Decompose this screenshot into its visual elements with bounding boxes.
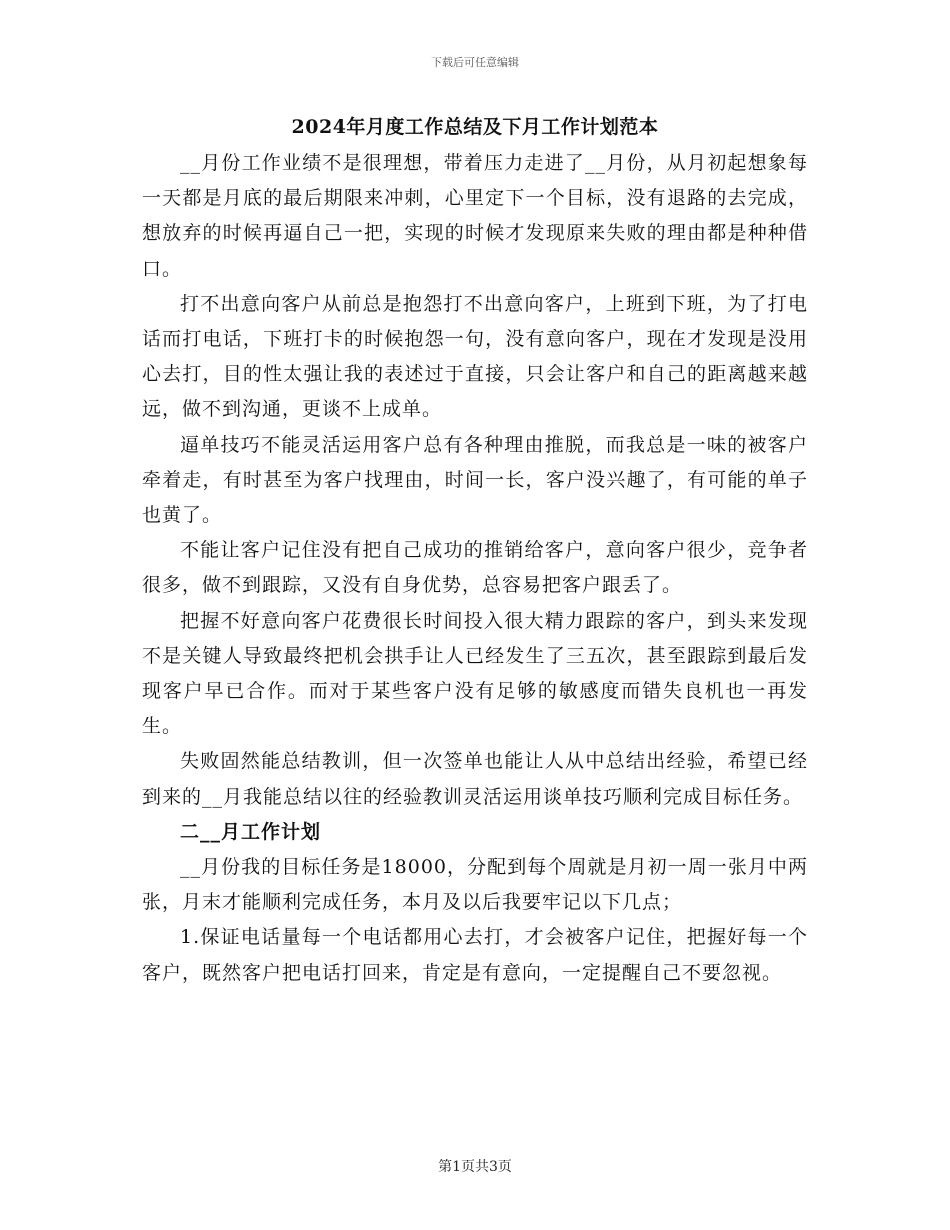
- document-body: [142, 146, 808, 991]
- document-title: 2024年月度工作总结及下月工作计划范本: [291, 116, 659, 138]
- paragraph: 打不出意向客户从前总是抱怨打不出意向客户，上班到下班，为了打电话而打电话，下班打卡的时候抱怨一句，没有意向客户，现在才发现是没用心去打，目的性太强让我的表述过于直接，只会让客户和自己的距离越来越远，做不到沟通，更谈不上成单。: [142, 292, 808, 421]
- paragraph: 失败固然能总结教训，但一次签单也能让人从中总结出经验，希望已经到来的__月我能总结以往的经验教训灵活运用谈单技巧顺利完成目标任务。: [142, 750, 808, 808]
- paragraph: __月份工作业绩不是很理想，带着压力走进了__月份，从月初起想象每一天都是月底的最后期限来冲刺，心里定下一个目标，没有退路的去完成，想放弃的时候再逼自己一把，实现的时候才发现原来失败的理由都是种种借口。: [142, 152, 808, 280]
- page-number-footer: 第1页共3页: [438, 1159, 512, 1175]
- section-heading: 二__月工作计划: [180, 820, 322, 843]
- paragraph: 逼单技巧不能灵活运用客户总有各种理由推脱，而我总是一味的被客户牵着走，有时甚至为客户找理由，时间一长，客户没兴趣了，有可能的单子也黄了。: [142, 433, 808, 527]
- plan-paragraph: 1.保证电话量每一个电话都用心去打，才会被客户记住，把握好每一个客户，既然客户把电话打回来，肯定是有意向，一定提醒自己不要忽视。: [142, 926, 808, 984]
- plan-paragraph: __月份我的目标任务是18000，分配到每个周就是月初一周一张月中两张，月末才能顺利完成任务，本月及以后我要牢记以下几点；: [142, 856, 808, 914]
- paragraph: 把握不好意向客户花费很长时间投入很大精力跟踪的客户，到头来发现不是关键人导致最终把机会拱手让人已经发生了三五次，甚至跟踪到最后发现客户早已合作。而对于某些客户没有足够的敏感度而错失良机也一再发生。: [142, 609, 808, 738]
- paragraph: 不能让客户记住没有把自己成功的推销给客户，意向客户很少，竞争者很多，做不到跟踪，又没有自身优势，总容易把客户跟丢了。: [142, 539, 808, 597]
- page-header-note: 下载后可任意编辑: [431, 56, 519, 69]
